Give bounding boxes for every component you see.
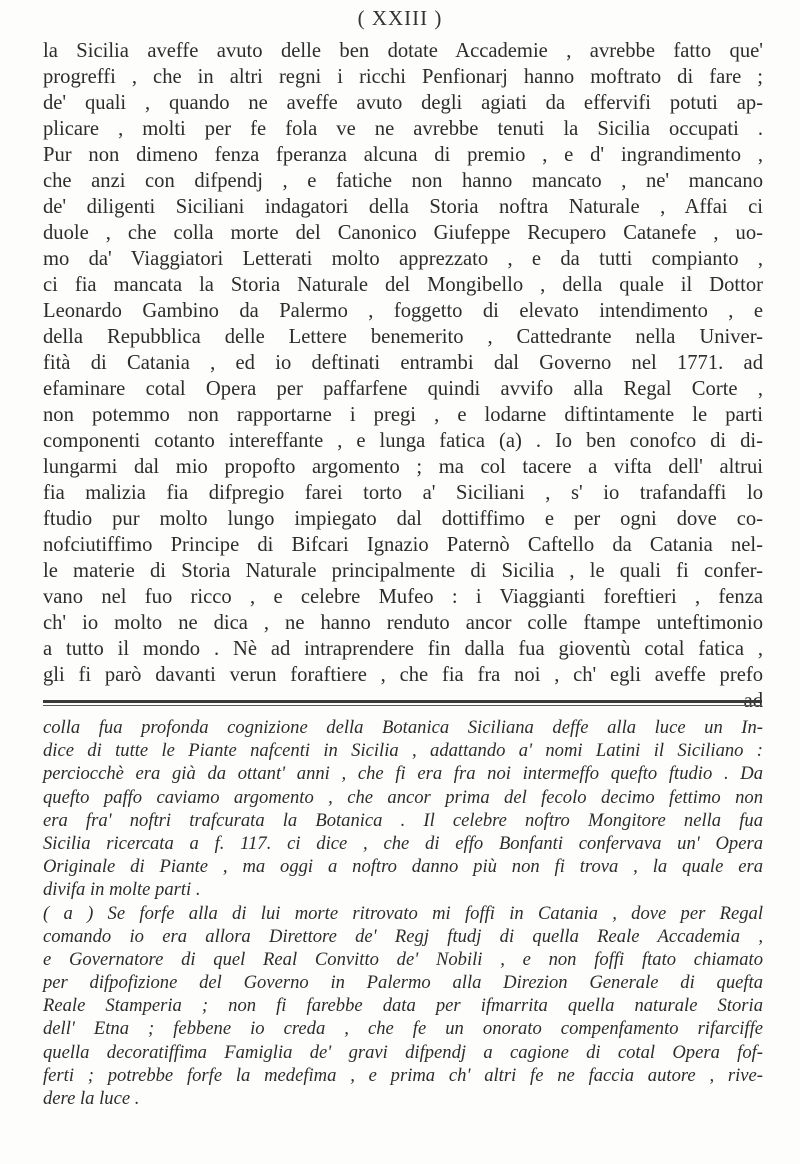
text-line: a tutto il mondo . Nè ad intraprendere fin dalla fua gioventù cotal fatica , — [43, 638, 763, 660]
text-line: componenti cotanto intereffante , e lunga fatica (a) . Io ben conofco di di- — [43, 430, 763, 452]
text-line: mo da' Viaggiatori Letterati molto apprezzato , e da tutti compianto , — [43, 248, 763, 270]
text-line: fia malizia fia difpregio farei torto a' Siciliani , s' io trafandaffi lo — [43, 482, 763, 504]
text-line: efaminare cotal Opera per paffarfene quindi avvifo alla Regal Corte , — [43, 378, 763, 400]
footnote-line: dere la luce . — [43, 1088, 140, 1109]
page-number: ( XXIII ) — [357, 6, 443, 30]
footnote-line: Reale Stamperia ; non fi farebbe data per ifmarrita quella naturale Storia — [43, 995, 763, 1017]
text-line: ftudio pur molto lungo impiegato dal dottiffimo e per ogni dove co- — [43, 508, 763, 530]
footnote-line: quella decoratiffima Famiglia de' gravi difpendj a cagione di cotal Opera fof- — [43, 1041, 763, 1063]
footnotes — [43, 716, 763, 1110]
text-line: plicare , molti per fe fola ve ne avrebbe tenuti la Sicilia occupati . — [43, 118, 763, 140]
text-line: la Sicilia aveffe avuto delle ben dotate Accademie , avrebbe fatto que' — [43, 40, 763, 62]
text-line: de' quali , quando ne aveffe avuto degli agiati da effervifi potuti ap- — [43, 92, 763, 114]
footnote-line: Originale di Piante , ma oggi a noftro danno più non fi trova , la quale era — [43, 856, 763, 878]
text-line: Leonardo Gambino da Palermo , foggetto di elevato intendimento , e — [43, 300, 763, 322]
footnote-line: Sicilia ricercata a f. 117. ci dice , che di effo Bonfanti confervava un' Opera — [43, 832, 763, 854]
text-line: che anzi con difpendj , e fatiche non hanno mancato , ne' mancano — [43, 170, 763, 192]
footnote-line: colla fua profonda cognizione della Botanica Siciliana deffe alla luce un In- — [43, 717, 763, 738]
footnote-line: dell' Etna ; febbene io creda , che fe un onorato compenfamento rifarciffe — [43, 1018, 763, 1040]
text-line: duole , che colla morte del Canonico Giufeppe Recupero Catanefe , uo- — [43, 222, 763, 244]
text-line: de' diligenti Siciliani indagatori della Storia noftra Naturale , Affai ci — [43, 196, 763, 218]
footnote-line: divifa in molte parti . — [43, 879, 201, 901]
text-line: vano nel fuo ricco , e celebre Mufeo : i Viaggianti foreftieri , fenza — [43, 586, 763, 608]
text-line: della Repubblica delle Lettere benemerito , Cattedrante nella Univer- — [43, 326, 763, 348]
main-text — [43, 38, 763, 714]
footnote-line: e Governatore di quel Real Convitto de' Nobili , e non foffi ftato chiamato — [43, 948, 763, 970]
text-line: lungarmi dal mio propofto argomento ; ma col tacere a vifta dell' altrui — [43, 456, 763, 478]
text-line: gli fi parò davanti verun foraftiere , che fia fra noi , ch' egli aveffe prefo — [43, 664, 763, 686]
text-line: nofciutiffimo Principe di Bifcari Ignazio Paternò Caftello da Catania nel- — [43, 534, 763, 556]
footnote-line: dice di tutte le Piante nafcenti in Sicilia , adattando a' nomi Latini il Siciliano : — [43, 740, 763, 762]
text-line: non potemmo non rapportarne i pregi , e lodarne diftintamente le parti — [43, 404, 763, 426]
footnote-divider — [43, 700, 762, 706]
text-line: le materie di Storia Naturale principalmente di Sicilia , le quali fi confer- — [43, 560, 763, 582]
catchword: ad — [743, 690, 763, 712]
footnote-line: era fra' noftri trafcurata la Botanica . Il celebre noftro Mongitore nella fua — [43, 809, 763, 831]
text-line: progreffi , che in altri regni i ricchi Penfionarj hanno moftrato di fare ; — [43, 66, 763, 88]
footnote-line: per difpofizione del Governo in Palermo alla Direzion Generale di quefta — [43, 972, 763, 994]
footnote-line: ( a ) Se forfe alla di lui morte ritrovato mi foffi in Catania , dove per Regal — [43, 902, 763, 924]
text-line: fità di Catania , ed io deftinati entrambi dal Governo nel 1771. ad — [43, 352, 763, 374]
footnote-line: quefto paffo caviamo argomento , che ancor prima del fecolo decimo fettimo non — [43, 786, 763, 808]
footnote-line: ferti ; potrebbe forfe la medefima , e prima ch' altri fe ne faccia autore , rive- — [43, 1064, 763, 1086]
text-line: ch' io molto ne dica , ne hanno renduto ancor colle ftampe unteftimonio — [43, 612, 763, 634]
footnote-line: comando io era allora Direttore de' Regj ftudj di quella Reale Accademia , — [43, 925, 763, 947]
footnote-line: perciocchè era già da ottant' anni , che fi era fra noi intermeffo quefto ftudio . Da — [43, 763, 763, 785]
text-line: Pur non dimeno fenza fperanza alcuna di premio , e d' ingrandimento , — [43, 144, 763, 166]
text-line: ci fia mancata la Storia Naturale del Mongibello , della quale il Dottor — [43, 274, 763, 296]
